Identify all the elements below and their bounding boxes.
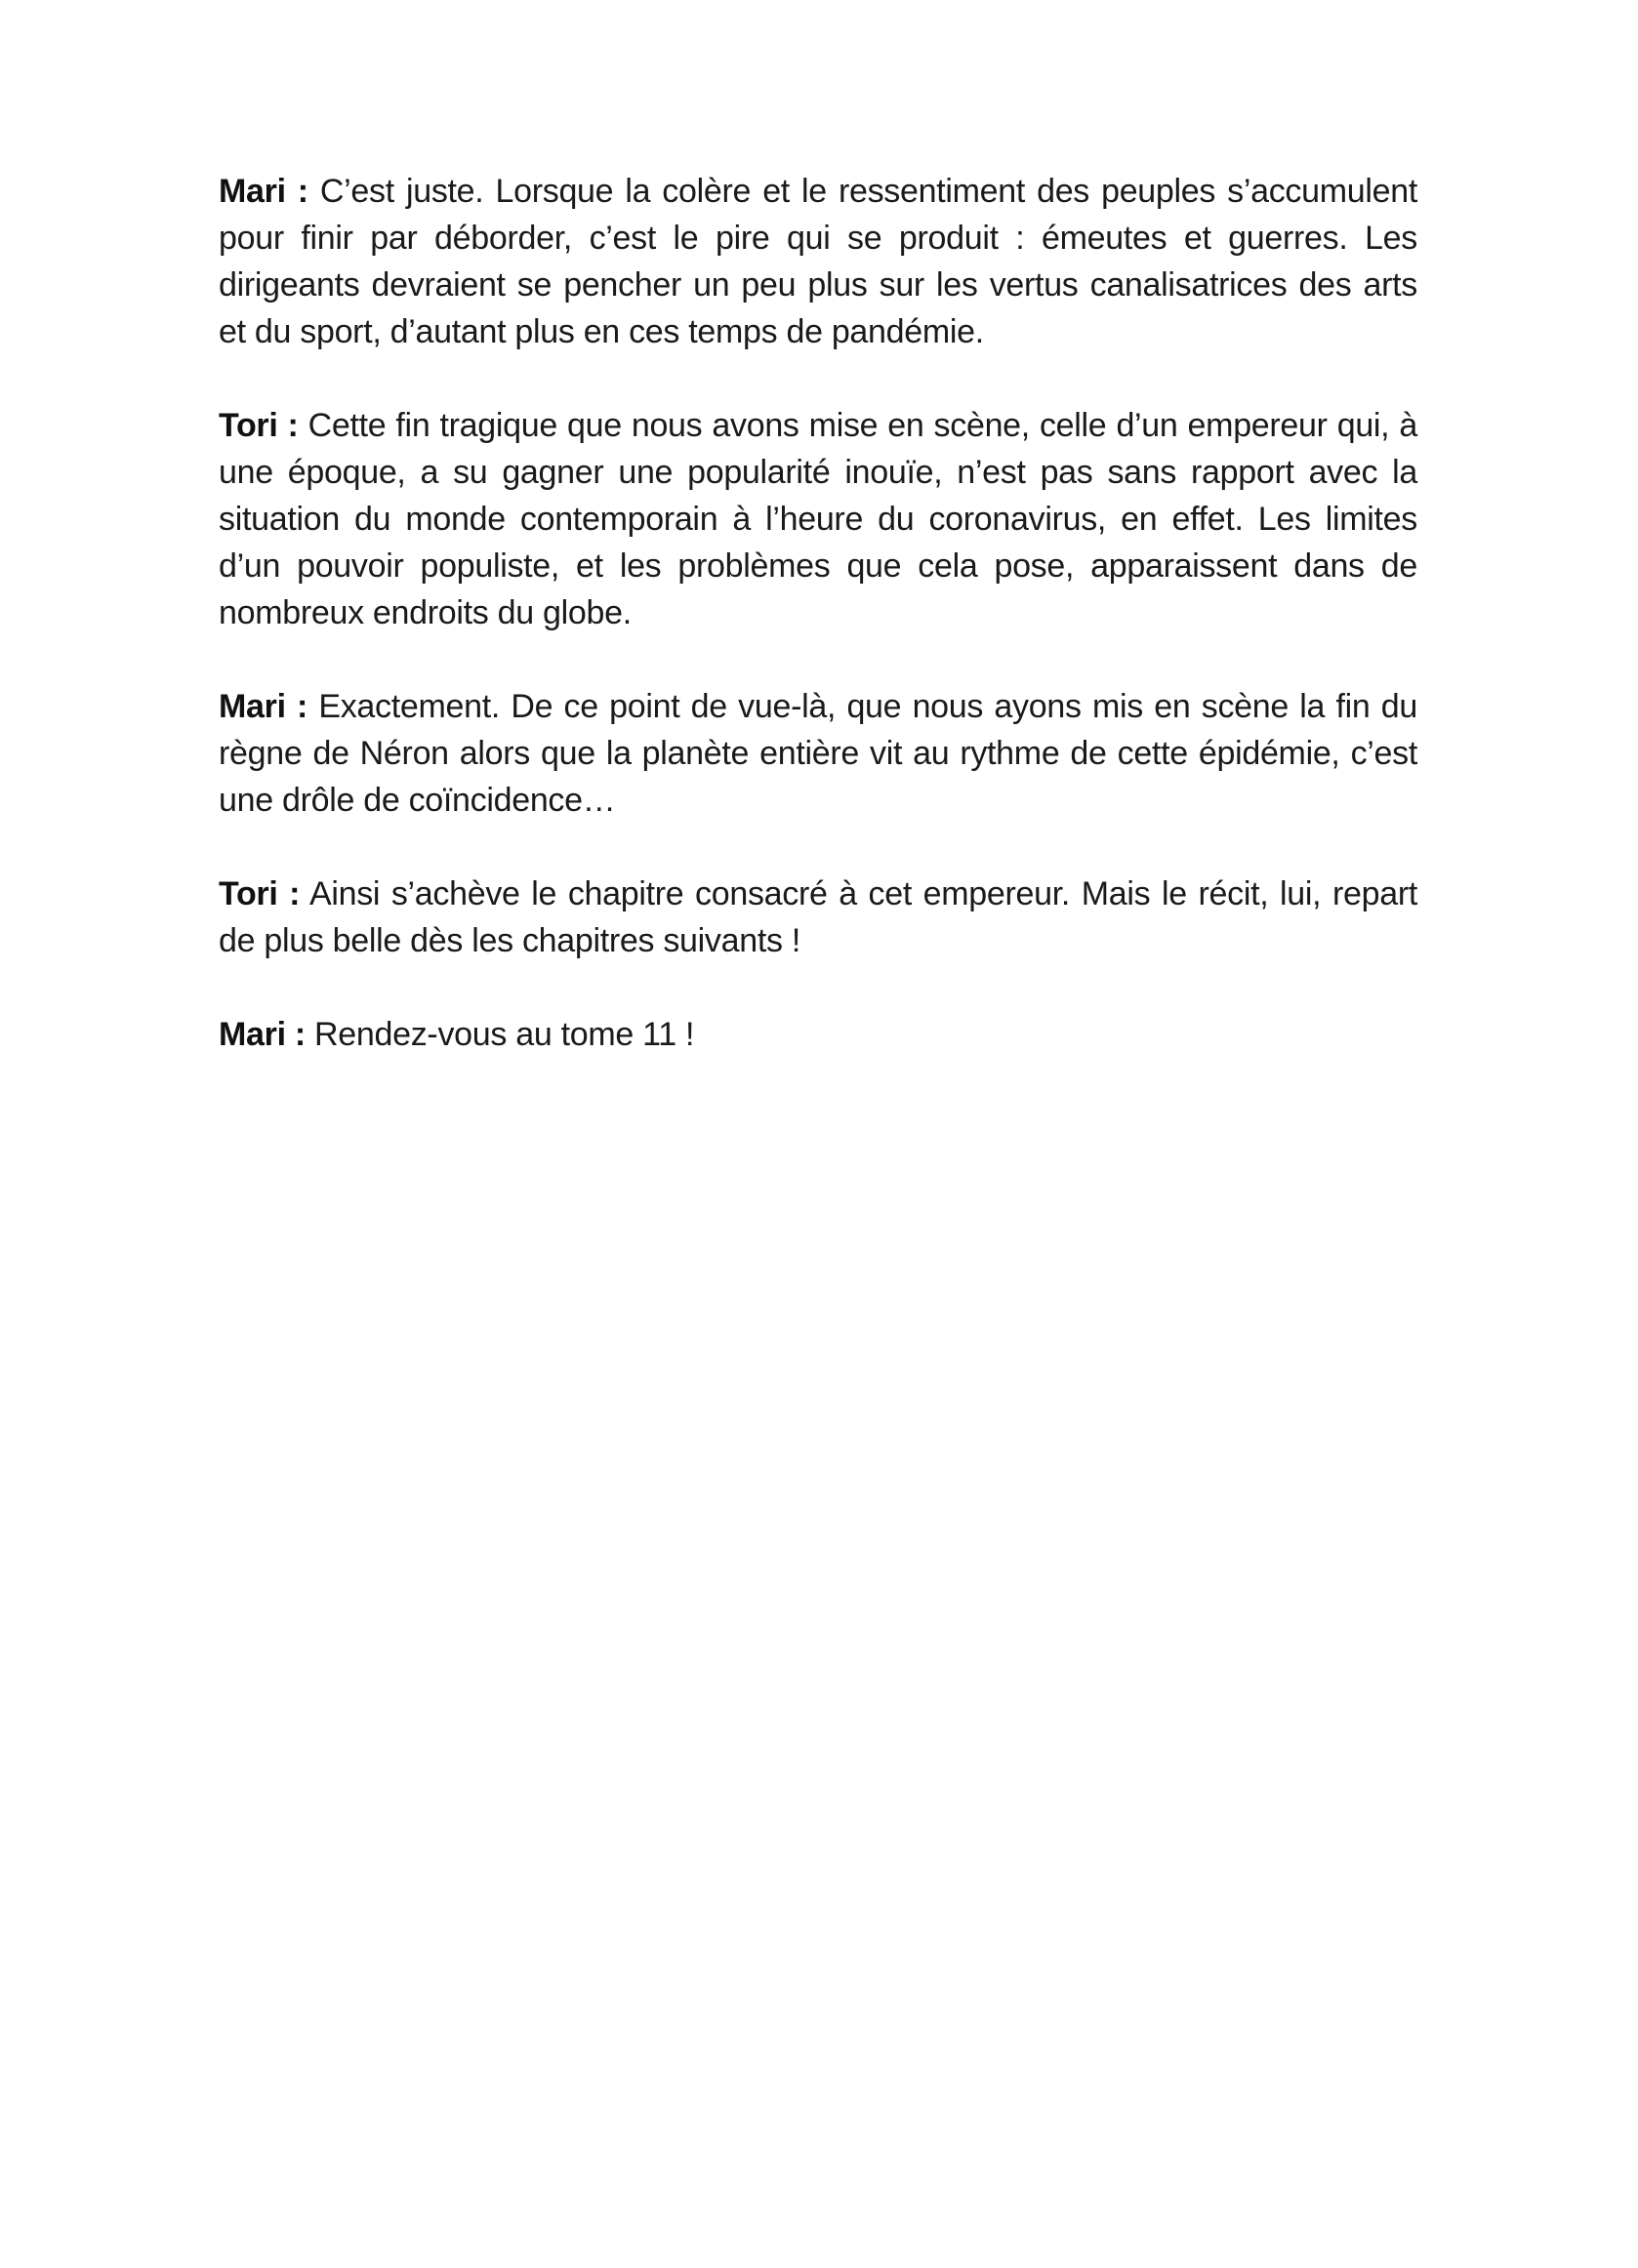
dialogue-text: Exactement. De ce point de vue-là, que nous ayons mis en scène la fin du règne de Néron alors que la planète entière vit au rythme de cette épidémie, c’est une drôle de coïncidence…	[219, 688, 1417, 819]
speaker-label: Tori :	[219, 407, 299, 444]
dialogue-text: Cette fin tragique que nous avons mise en scène, celle d’un empereur qui, à une époque, a su gagner une popularité inouïe, n’est pas sans rapport avec la situation du monde contemporain à l’heure du coronavirus, en effet. Les limites d’un pouvoir populiste, et les problèmes que cela pose, apparaissent dans de nombreux endroits du globe.	[219, 407, 1417, 631]
dialogue-text: Rendez-vous au tome 11 !	[314, 1016, 695, 1053]
dialogue-paragraph-1	[219, 168, 1417, 355]
dialogue-body	[219, 168, 1417, 1105]
dialogue-paragraph-3	[219, 683, 1417, 824]
dialogue-text: C’est juste. Lorsque la colère et le ressentiment des peuples s’accumulent pour finir par déborder, c’est le pire qui se produit : émeutes et guerres. Les dirigeants devraient se pencher un peu plus sur les vertus canalisatrices des arts et du sport, d’autant plus en ces temps de pandémie.	[219, 173, 1417, 350]
dialogue-paragraph-5	[219, 1011, 1417, 1058]
dialogue-paragraph-4	[219, 871, 1417, 964]
speaker-label: Tori :	[219, 875, 301, 912]
dialogue-paragraph-2	[219, 402, 1417, 636]
speaker-label: Mari :	[219, 688, 308, 725]
dialogue-text: Ainsi s’achève le chapitre consacré à cet empereur. Mais le récit, lui, repart de plus belle dès les chapitres suivants !	[219, 875, 1417, 959]
speaker-label: Mari :	[219, 173, 308, 210]
speaker-label: Mari :	[219, 1016, 306, 1053]
